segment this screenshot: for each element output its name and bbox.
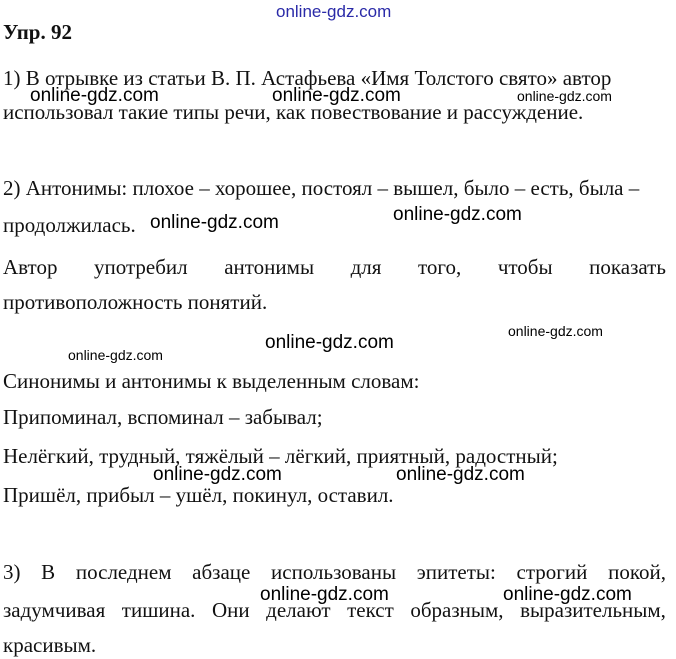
word: для (350, 255, 382, 279)
word: выразительным, (520, 598, 666, 622)
p1-line2: использовал такие типы речи, как повествование и рассуждение. (3, 100, 584, 124)
synonyms-item2: Нелёгкий, трудный, тяжёлый – лёгкий, приятный, радостный; (3, 444, 558, 468)
word: Автор (3, 255, 58, 279)
synonyms-heading: Синонимы и антонимы к выделенным словам: (3, 369, 420, 393)
watermark: online-gdz.com (396, 464, 525, 485)
watermark: online-gdz.com (265, 332, 394, 353)
watermark: online-gdz.com (503, 584, 632, 605)
watermark: online-gdz.com (517, 88, 612, 104)
word: последнем (75, 560, 172, 584)
p2-line4: противоположность понятий. (3, 290, 268, 314)
watermark: online-gdz.com (150, 212, 279, 233)
word: Они (211, 598, 250, 622)
watermark: online-gdz.com (393, 204, 522, 225)
word: строгий (516, 560, 588, 584)
word: показать (589, 255, 666, 279)
watermark: online-gdz.com (508, 323, 603, 339)
word: покой, (608, 560, 666, 584)
word: того, (418, 255, 462, 279)
word: образным, (410, 598, 504, 622)
word: использованы (271, 560, 397, 584)
p3-line2 (0, 597, 676, 623)
watermark: online-gdz.com (260, 584, 389, 605)
word: В (41, 560, 56, 584)
watermark: online-gdz.com (68, 347, 163, 363)
word: тишина. (121, 598, 196, 622)
watermark: online-gdz.com (30, 85, 159, 106)
p2-line2: продолжилась. (3, 213, 136, 237)
p3-line3: красивым. (3, 633, 97, 657)
word: чтобы (497, 255, 553, 279)
p2-line1: 2) Антонимы: плохое – хорошее, постоял – вышел, было – есть, была – (3, 176, 640, 200)
word: абзаце (192, 560, 251, 584)
word: употребил (94, 255, 188, 279)
word: делают (266, 598, 331, 622)
watermark: online-gdz.com (153, 464, 282, 485)
word: задумчивая (3, 598, 106, 622)
word: антонимы (224, 255, 315, 279)
p1-line1: 1) В отрывке из статьи В. П. Астафьева «Имя Толстого свято» автор (3, 66, 612, 90)
word: 3) (3, 560, 21, 584)
p3-line1 (0, 559, 676, 585)
watermark-top: online-gdz.com (276, 2, 392, 21)
exercise-title: Упр. 92 (3, 20, 72, 44)
word: текст (347, 598, 394, 622)
watermark: online-gdz.com (272, 85, 401, 106)
synonyms-item3: Пришёл, прибыл – ушёл, покинул, оставил. (3, 483, 394, 507)
synonyms-item1: Припоминал, вспоминал – забывал; (3, 405, 323, 429)
p2-line3 (0, 254, 676, 280)
word: эпитеты: (416, 560, 496, 584)
